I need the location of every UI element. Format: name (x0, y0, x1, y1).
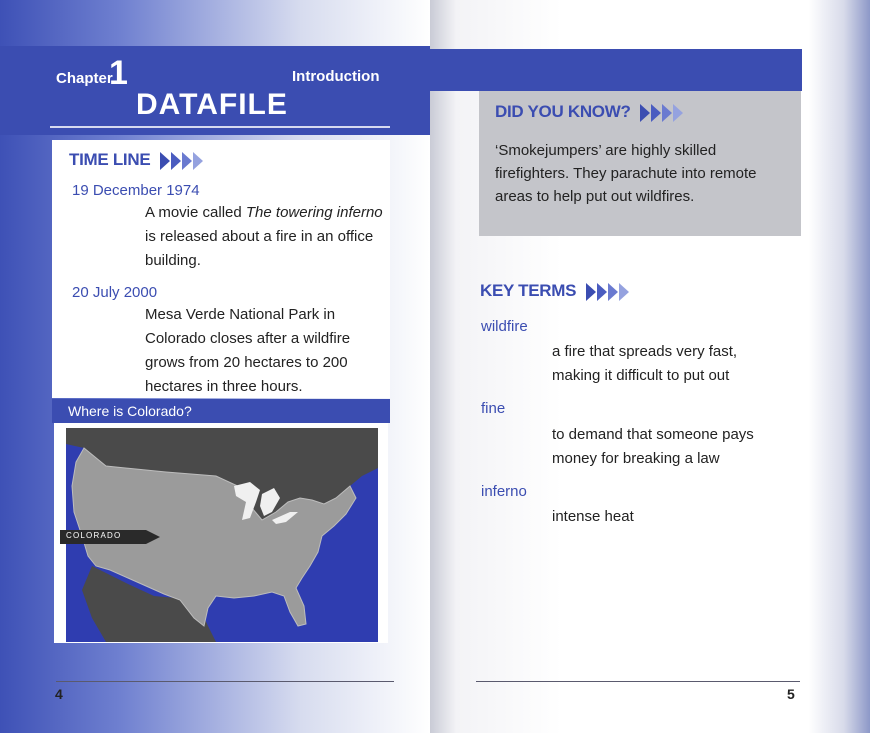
timeline-box (52, 140, 390, 398)
page-number-left: 4 (55, 686, 63, 702)
timeline-title: TIME LINE (69, 150, 151, 169)
chapter-number: 1 (109, 54, 128, 92)
key-term-definition-1: a fire that spreads very fast, making it difficult to put out (552, 343, 738, 384)
map-title: Where is Colorado? (68, 403, 192, 419)
did-you-know-text: ‘Smokejumpers’ are highly skilled firefighters. They parachute into remote areas to help put out wildfires. (495, 142, 757, 205)
page-number-right: 5 (787, 686, 795, 702)
key-term-definition-2: to demand that someone pays money for breaking a law (552, 426, 754, 467)
key-term-3: inferno (481, 483, 527, 500)
colorado-label: COLORADO (66, 531, 122, 540)
key-term-definition-3: intense heat (552, 508, 634, 525)
arrow-chevrons-icon (160, 151, 206, 171)
did-you-know-heading (495, 102, 686, 123)
key-terms-heading (480, 281, 632, 302)
section-label: Introduction (292, 68, 380, 85)
key-term-2: fine (481, 400, 506, 417)
footer-divider-right (476, 681, 800, 682)
right-header-band (430, 49, 802, 91)
timeline-date-1: 19 December 1974 (72, 182, 200, 199)
arrow-chevrons-icon (586, 282, 632, 302)
arrow-chevrons-icon (640, 103, 686, 123)
footer-divider-left (56, 681, 394, 682)
did-you-know-title: DID YOU KNOW? (495, 102, 631, 121)
key-terms-title: KEY TERMS (480, 281, 577, 300)
chapter-label: Chapter (56, 70, 113, 87)
timeline-text-2: Mesa Verde National Park in Colorado closes after a wildfire grows from 20 hectares to 200 hectares in three hours. (145, 306, 351, 395)
timeline-text-1: A movie called The towering inferno is released about a fire in an office building. (145, 204, 383, 269)
timeline-date-2: 20 July 2000 (72, 284, 158, 301)
header-divider (50, 126, 390, 128)
key-term-1: wildfire (481, 318, 528, 335)
page-title: DATAFILE (136, 88, 288, 121)
